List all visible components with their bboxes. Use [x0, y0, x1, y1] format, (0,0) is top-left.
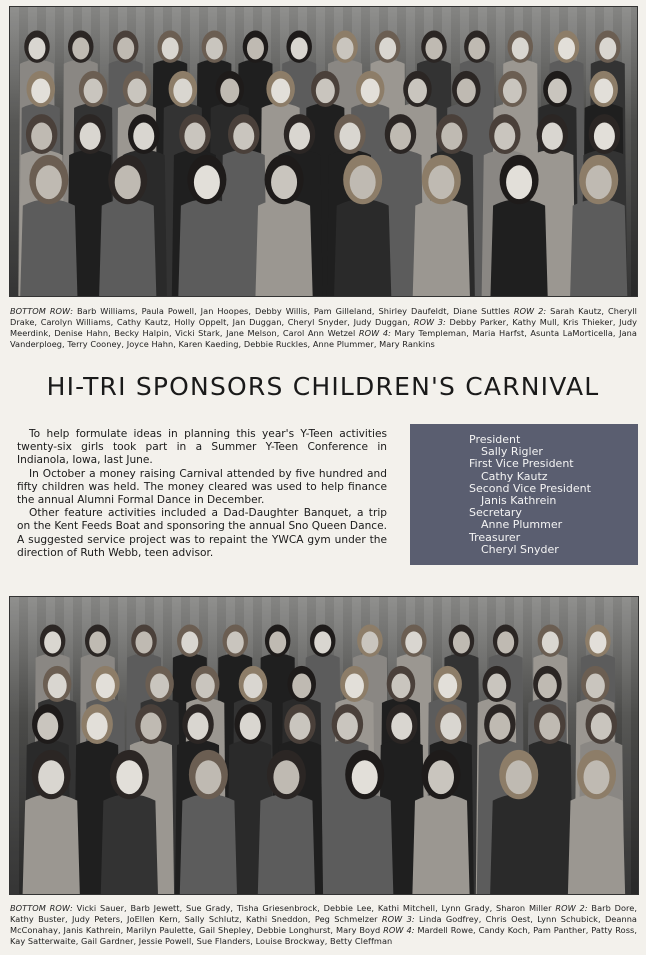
caption-bottom-names-1: Barb Dore, Kathy Buster, Judy Peters, JoEllen Kern, Sally Schlutz, Kathi Sneddon, Peg Schmelzer	[10, 903, 638, 924]
person-face	[188, 713, 209, 740]
person-face	[89, 631, 106, 653]
person-face	[206, 37, 223, 59]
person-face	[337, 713, 358, 740]
person-face	[542, 123, 563, 150]
caption-bottom-names-3: Mardell Rowe, Candy Koch, Pam Panther, Patty Ross, Kay Satterwaite, Gail Gardner, Jessie Powell, Sue Flanders, Louise Brockway, Betty Cleffman	[10, 925, 637, 946]
caption-top-label-1: ROW 2:	[513, 306, 547, 316]
person-body	[568, 794, 625, 894]
person-face	[220, 78, 239, 103]
caption-top-names-0: Barb Williams, Paula Powell, Jan Hoopes, Debby Willis, Pam Gilleland, Shirley Daufeldt, Diane Suttles	[73, 306, 514, 316]
group-photo-bottom	[9, 596, 639, 895]
person-face	[428, 165, 454, 199]
person-body	[412, 794, 469, 894]
person-body	[490, 794, 547, 894]
person-face	[44, 631, 61, 653]
person-face	[116, 760, 142, 794]
person-face	[38, 760, 64, 794]
person-face	[453, 631, 470, 653]
person-face	[352, 760, 378, 794]
person-face	[438, 673, 457, 698]
caption-top-names-1: Sarah Kautz, Cheryll Drake, Carolyn Williams, Cathy Kautz, Holly Oppelt, Jan Duggan, Cheryl Snyder, Judy Duggan,	[10, 306, 638, 327]
person-face	[96, 673, 115, 698]
person-face	[539, 713, 560, 740]
article-paragraph-1: To help formulate ideas in planning this year's Y-Teen activities twenty-six girls took part in a Summer Y-Teen Conference in Indianola, Iowa, last June.	[17, 428, 387, 467]
officer-role: First Vice President	[469, 457, 574, 471]
person-face	[542, 631, 559, 653]
person-face	[117, 37, 134, 59]
officer-name: Janis Kathrein	[481, 494, 557, 508]
article-body	[17, 428, 387, 560]
person-face	[314, 631, 331, 653]
person-face	[292, 673, 311, 698]
person-face	[273, 760, 299, 794]
person-face	[457, 78, 476, 103]
officer-name: Anne Plummer	[481, 518, 563, 532]
person-body	[490, 199, 547, 296]
person-face	[289, 713, 310, 740]
person-body	[23, 794, 80, 894]
person-face	[271, 78, 290, 103]
person-face	[133, 123, 154, 150]
person-face	[390, 123, 411, 150]
article-paragraph-2: In October a money raising Carnival attended by five hundred and fifty children was held. The money cleared was used to help finance the annual Alumni Formal Dance in December.	[17, 467, 387, 507]
person-face	[184, 123, 205, 150]
caption-bottom-label-2: ROW 3:	[381, 914, 415, 924]
person-face	[271, 165, 297, 199]
person-body	[258, 794, 315, 894]
person-face	[135, 631, 152, 653]
person-face	[512, 37, 529, 59]
person-face	[379, 37, 396, 59]
person-face	[289, 123, 310, 150]
person-face	[31, 78, 50, 103]
person-face	[584, 760, 610, 794]
person-face	[594, 78, 613, 103]
person-face	[558, 37, 575, 59]
person-face	[31, 123, 52, 150]
person-body	[336, 794, 393, 894]
person-face	[408, 78, 427, 103]
person-face	[548, 78, 567, 103]
officer-name: Cathy Kautz	[481, 469, 548, 483]
person-face	[227, 631, 244, 653]
photo-caption-bottom	[10, 903, 637, 947]
person-face	[425, 37, 442, 59]
person-face	[506, 165, 532, 199]
person-face	[127, 78, 146, 103]
person-body	[334, 199, 391, 296]
officer-role: Secretary	[469, 506, 522, 520]
person-face	[494, 123, 515, 150]
person-face	[337, 37, 354, 59]
officer-role: President	[469, 433, 521, 446]
officer-name: Sally Rigler	[481, 445, 543, 459]
person-face	[428, 760, 454, 794]
photo-caption-top	[10, 306, 637, 350]
caption-top-names-3: Mary Templeman, Maria Harfst, Asunta LaMorticella, Jana Vanderploeg, Terry Cooney, Joyce Hahn, Karen Kaeding, Debbie Ruckles, Anne Plummer, Mary Rankins	[10, 328, 637, 349]
person-face	[173, 78, 192, 103]
person-face	[243, 673, 262, 698]
person-face	[162, 37, 179, 59]
caption-top-label-3: ROW 4:	[358, 328, 391, 338]
person-face	[28, 37, 45, 59]
person-face	[538, 673, 557, 698]
person-face	[233, 123, 254, 150]
caption-top-label-2: ROW 3:	[413, 317, 446, 327]
person-face	[87, 713, 108, 740]
person-body	[255, 199, 312, 296]
caption-top-label-0: BOTTOM ROW:	[10, 306, 74, 316]
person-face	[339, 123, 360, 150]
person-face	[361, 631, 378, 653]
person-body	[178, 199, 235, 296]
person-face	[361, 78, 380, 103]
person-face	[487, 673, 506, 698]
person-body	[413, 199, 470, 296]
person-face	[37, 713, 58, 740]
person-face	[345, 673, 364, 698]
person-face	[591, 713, 612, 740]
person-face	[195, 760, 221, 794]
caption-top-names-2: Debby Parker, Kathy Mull, Kris Thieker, Judy Meerdink, Denise Hahn, Becky Halpin, Vicki Stark, Jane Melson, Carol Ann Wetzel	[10, 317, 637, 338]
person-body	[180, 794, 237, 894]
person-face	[80, 123, 101, 150]
page-headline: HI-TRI SPONSORS CHILDREN'S CARNIVAL	[46, 372, 600, 401]
person-body	[99, 199, 156, 296]
person-face	[503, 78, 522, 103]
group-photo-top	[9, 6, 638, 297]
person-face	[194, 165, 220, 199]
person-face	[586, 673, 605, 698]
person-face	[140, 713, 161, 740]
person-face	[350, 165, 376, 199]
person-body	[20, 199, 77, 296]
officer-name: Cheryl Snyder	[481, 542, 559, 556]
group-photo-bottom-figures	[10, 597, 638, 894]
person-face	[599, 37, 616, 59]
officers-list	[469, 434, 591, 556]
person-face	[391, 713, 412, 740]
person-face	[497, 631, 514, 653]
person-face	[291, 37, 308, 59]
person-face	[468, 37, 485, 59]
person-face	[72, 37, 89, 59]
person-face	[84, 78, 103, 103]
person-body	[101, 794, 158, 894]
person-body	[570, 199, 627, 296]
person-face	[391, 673, 410, 698]
officers-box	[410, 424, 638, 565]
person-face	[405, 631, 422, 653]
person-face	[36, 165, 62, 199]
caption-bottom-label-3: ROW 4:	[383, 925, 415, 935]
person-face	[115, 165, 141, 199]
person-face	[269, 631, 286, 653]
person-face	[440, 713, 461, 740]
caption-bottom-names-0: Vicki Sauer, Barb Jewett, Sue Grady, Tisha Griesenbrock, Debbie Lee, Kathi Mitchell, Lynn Grady, Sharon Miller	[72, 903, 556, 913]
person-face	[589, 631, 606, 653]
person-face	[441, 123, 462, 150]
person-face	[594, 123, 615, 150]
caption-bottom-label-1: ROW 2:	[555, 903, 588, 913]
group-photo-top-figures	[10, 7, 637, 296]
officer-role: Second Vice President	[469, 481, 591, 495]
caption-bottom-names-2: Linda Godfrey, Chris Oest, Lynn Schubick, Deanna McConahay, Janis Kathrein, Marilyn Paulette, Gail Shepley, Debbie Longhurst, Mary Boyd	[10, 914, 637, 935]
person-face	[240, 713, 261, 740]
article-paragraph-3: Other feature activities included a Dad-Daughter Banquet, a trip on the Kent Feeds Boat and sponsoring the annual Sno Queen Dance. A suggested service project was to repaint the YWCA gym under the direction of Ruth Webb, teen advisor.	[17, 507, 387, 559]
person-face	[196, 673, 215, 698]
person-face	[48, 673, 67, 698]
officer-role: Treasurer	[469, 530, 521, 544]
caption-bottom-label-0: BOTTOM ROW:	[10, 903, 73, 913]
person-face	[181, 631, 198, 653]
person-face	[316, 78, 335, 103]
person-face	[247, 37, 264, 59]
person-face	[489, 713, 510, 740]
person-face	[150, 673, 169, 698]
person-face	[506, 760, 532, 794]
person-face	[586, 165, 612, 199]
